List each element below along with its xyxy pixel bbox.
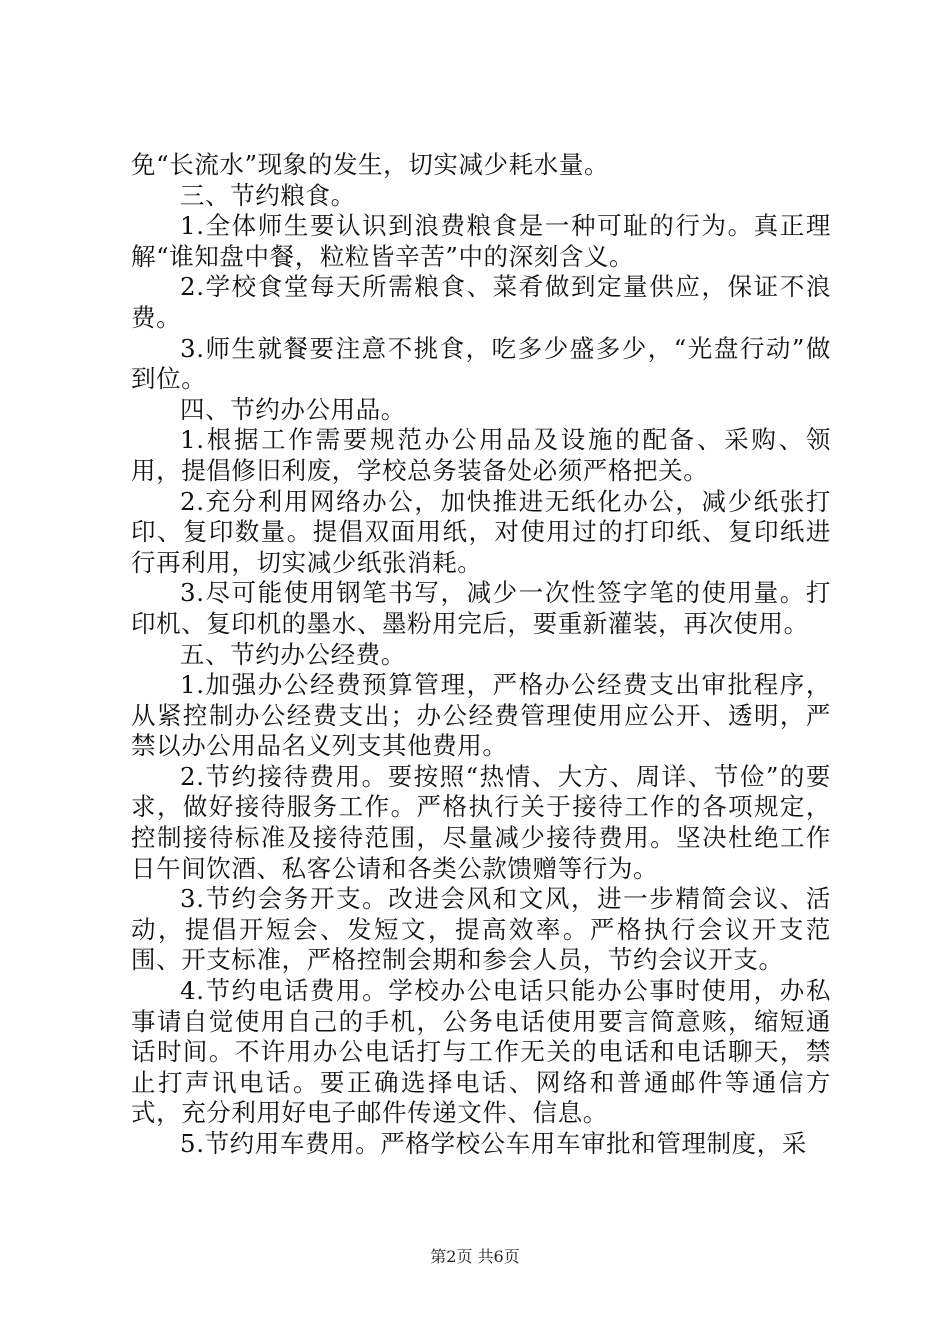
paragraph: 三、节约粮食。 [180, 180, 356, 210]
paragraph: 2.充分利用网络办公，加快推进无纸化办公，减少纸张打印、复印数量。提倡双面用纸，对使用过的打印纸、复印纸进行再利用，切实减少纸张消耗。 [131, 486, 831, 577]
paragraph: 3.节约会务开支。改进会风和文风，进一步精简会议、活动，提倡开短会、发短文，提高效率。严格执行会议开支范围、开支标准，严格控制会期和参会人员，节约会议开支。 [131, 884, 831, 975]
paragraph: 5.节约用车费用。严格学校公车用车审批和管理制度，采 [180, 1129, 807, 1158]
paragraph: 2.学校食堂每天所需粮食、菜肴做到定量供应，保证不浪费。 [131, 272, 831, 332]
paragraph: 4.节约电话费用。学校办公电话只能办公事时使用，办私事请自觉使用自己的手机，公务电话使用要言简意赅，缩短通话时间。不许用办公电话打与工作无关的电话和电话聊天，禁止打声讯电话。要正确选择电话、网络和普通邮件等通信方式，充分利用好电子邮件传递文件、信息。 [131, 976, 831, 1128]
paragraph: 1.全体师生要认识到浪费粮食是一种可耻的行为。真正理解“谁知盘中餐，粒粒皆辛苦”中的深刻含义。 [131, 211, 831, 271]
page-footer: 第2页 共6页 [430, 1247, 520, 1266]
paragraph: 3.尽可能使用钢笔书写，减少一次性签字笔的使用量。打印机、复印机的墨水、墨粉用完后，要重新灌装，再次使用。 [131, 578, 831, 638]
paragraph: 免“长流水”现象的发生，切实减少耗水量。 [131, 150, 610, 179]
paragraph: 1.加强办公经费预算管理，严格办公经费支出审批程序，从紧控制办公经费支出；办公经费管理使用应公开、透明，严禁以办公用品名义列支其他费用。 [131, 670, 831, 761]
paragraph: 3.师生就餐要注意不挑食，吃多少盛多少，“光盘行动”做到位。 [131, 333, 831, 394]
paragraph: 1.根据工作需要规范办公用品及设施的配备、采购、领用，提倡修旧利废，学校总务装备处必须严格把关。 [131, 425, 831, 485]
paragraph: 2.节约接待费用。要按照“热情、大方、周详、节俭”的要求，做好接待服务工作。严格执行关于接待工作的各项规定，控制接待标准及接待范围，尽量减少接待费用。坚决杜绝工作日午间饮酒、私客公请和各类公款馈赠等行为。 [131, 761, 831, 883]
paragraph: 五、节约办公经费。 [180, 639, 406, 669]
document-body [131, 150, 831, 1160]
paragraph: 四、节约办公用品。 [180, 394, 406, 424]
